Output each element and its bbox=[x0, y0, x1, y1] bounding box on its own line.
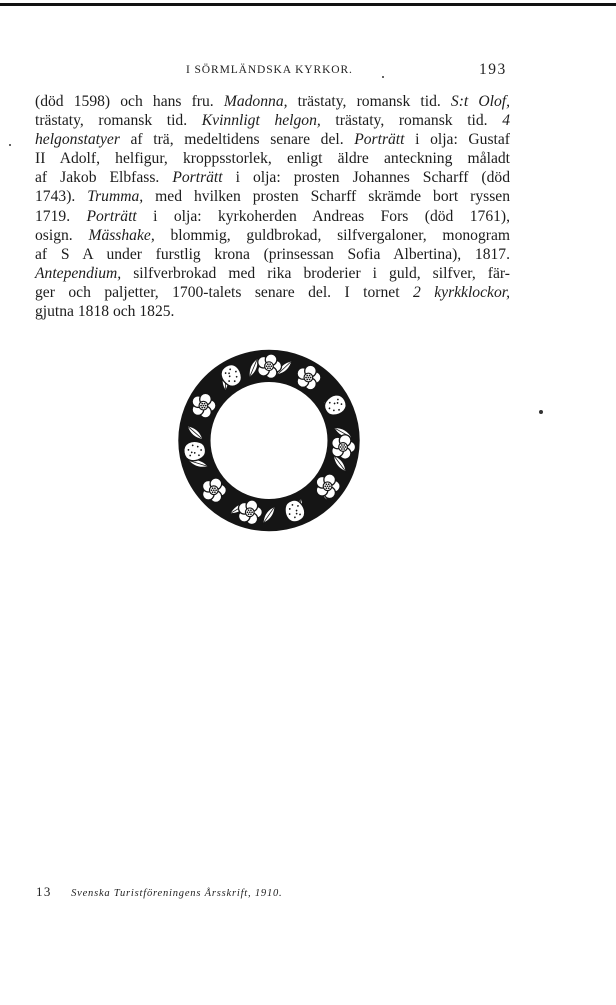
italic-item-name: Mässhake, bbox=[88, 226, 155, 244]
italic-item-name: Antependium, bbox=[35, 264, 122, 282]
text-run: 1719. bbox=[35, 207, 87, 225]
text-line bbox=[35, 149, 510, 168]
running-head bbox=[0, 61, 616, 80]
text-line bbox=[35, 245, 510, 264]
italic-item-name: 2 kyrkklockor, bbox=[412, 283, 510, 301]
text-line bbox=[35, 283, 510, 302]
publication-title: Svenska Turistföreningens Årsskrift, 1910. bbox=[71, 888, 283, 899]
page-number: 193 bbox=[479, 61, 507, 78]
text-run: blommig, guldbrokad, silfvergaloner, monogram bbox=[154, 226, 510, 244]
italic-item-name: Porträtt bbox=[86, 207, 137, 225]
text-line bbox=[35, 111, 510, 130]
italic-item-name: Madonna, bbox=[223, 93, 288, 110]
printer-signature: 13 bbox=[36, 884, 52, 899]
italic-item-name: Porträtt bbox=[354, 131, 405, 149]
italic-item-name: Porträtt bbox=[172, 169, 223, 187]
text-run: ger och paljetter, 1700-talets senare del. I tornet bbox=[35, 283, 413, 301]
footer bbox=[36, 884, 336, 900]
ink-speck bbox=[382, 76, 384, 78]
text-run: af trä, medeltidens senare del. bbox=[119, 131, 355, 149]
text-run: af Jakob Elbfass. bbox=[35, 169, 173, 187]
text-run: (död 1598) och hans fru. bbox=[35, 93, 224, 110]
text-line bbox=[35, 302, 510, 321]
text-run: trästaty, romansk tid. bbox=[320, 112, 503, 130]
text-run: osign. bbox=[35, 226, 89, 244]
text-run: med hvilken prosten Scharff skrämde bort ryssen bbox=[143, 188, 510, 206]
top-rule bbox=[0, 3, 616, 6]
text-line bbox=[35, 226, 510, 245]
italic-item-name: Trumma, bbox=[87, 188, 144, 206]
running-title: I SÖRMLÄNDSKA KYRKOR. bbox=[186, 64, 353, 76]
text-run: i olja: prosten Johannes Scharff (död bbox=[222, 169, 510, 187]
text-run: II Adolf, helfigur, kroppsstorlek, enligt äldre anteckning måladt bbox=[35, 150, 510, 168]
text-line bbox=[35, 92, 510, 111]
text-run: silfverbrokad med rika broderier i guld, silfver, fär- bbox=[121, 264, 510, 282]
floral-wreath-ornament bbox=[171, 344, 367, 537]
text-run: i olja: kyrkoherden Andreas Fors (död 1761), bbox=[136, 207, 511, 225]
text-run: af S A under furstlig krona (prinsessan Sofia Albertina), 1817. bbox=[35, 245, 510, 263]
text-run: trästaty, romansk tid. bbox=[35, 112, 202, 130]
ink-speck bbox=[539, 410, 543, 414]
italic-item-name: Kvinnligt helgon, bbox=[201, 112, 321, 130]
text-run: 1743). bbox=[35, 188, 88, 206]
text-line bbox=[35, 187, 510, 206]
italic-item-name: 4 bbox=[502, 112, 510, 130]
ink-speck bbox=[9, 144, 11, 146]
text-line bbox=[35, 264, 510, 283]
text-line bbox=[35, 207, 510, 226]
italic-item-name: S:t Olof, bbox=[450, 93, 511, 110]
body-text bbox=[35, 92, 510, 321]
text-run: gjutna 1818 och 1825. bbox=[35, 303, 175, 321]
text-run: trästaty, romansk tid. bbox=[287, 93, 451, 110]
text-line bbox=[35, 130, 510, 149]
italic-item-name: helgonstatyer bbox=[35, 131, 120, 149]
text-run: i olja: Gustaf bbox=[404, 131, 510, 149]
text-line bbox=[35, 168, 510, 187]
